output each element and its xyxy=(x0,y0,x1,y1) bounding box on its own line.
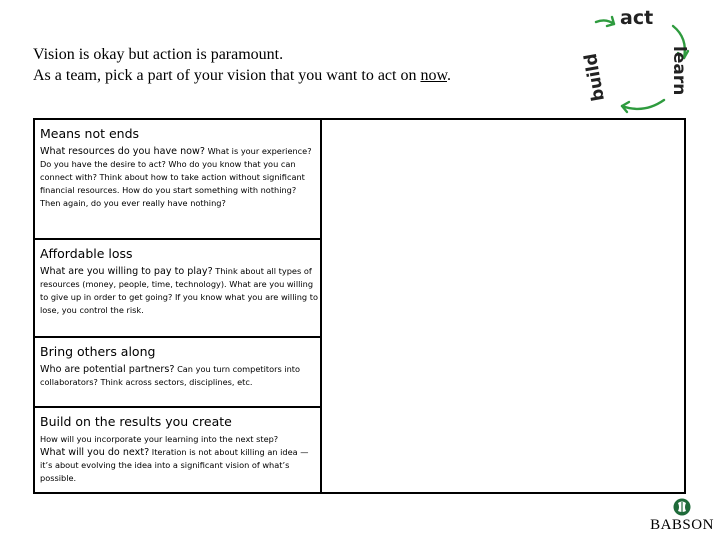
babson-logo xyxy=(645,497,719,537)
cycle-act-label: act xyxy=(620,7,654,29)
cycle-learn-label: learn xyxy=(669,46,689,96)
notes-area[interactable] xyxy=(320,118,686,494)
row-text: Think about all types of resources (money, people, time, technology). What are you willing to give up in order to get going? If you know what you are willing to lose, you control the risk. xyxy=(40,266,318,315)
row-title: Build on the results you create xyxy=(40,414,232,429)
heading-line-1: Vision is okay but action is paramount. xyxy=(33,46,284,63)
heading-line-2 xyxy=(33,65,553,86)
row-lead: What are you willing to pay to play? xyxy=(40,266,213,277)
row-text: Can you turn competitors into collaborators? Think across sectors, disciplines, etc. xyxy=(40,364,300,387)
cycle-build-label: build xyxy=(580,51,609,103)
principles-column xyxy=(33,118,320,494)
row-lead: What will you do next? xyxy=(40,447,150,458)
heading-period: . xyxy=(446,67,451,84)
principle-row-others xyxy=(33,336,322,406)
row-lead: Who are potential partners? xyxy=(40,364,175,375)
row-description xyxy=(40,265,318,317)
heading-now: now xyxy=(420,67,447,84)
principle-row-build xyxy=(33,406,322,494)
top-arrow-icon xyxy=(596,20,614,24)
row-description xyxy=(40,363,318,389)
row-text: Iteration is not about killing an idea —it’s about evolving the idea into a significant vision of what’s possible. xyxy=(40,447,309,483)
babson-wordmark: BABSON xyxy=(650,517,714,533)
babson-seal-icon xyxy=(645,497,719,517)
row-description xyxy=(40,145,318,210)
row-description xyxy=(40,433,318,485)
heading-team: As a team, xyxy=(33,67,101,84)
row-lead: What resources do you have now? xyxy=(40,146,205,157)
row-pre: How will you incorporate your learning into the next step? xyxy=(40,434,279,444)
heading-mid: pick a part of your vision that you want to act on xyxy=(100,67,421,84)
instruction-heading xyxy=(33,44,553,86)
row-title: Bring others along xyxy=(40,344,156,359)
row-text: What is your experience? Do you have the desire to act? Who do you know that you can connect with? Think about how to take action without significant financial resources. How do you start something with nothing? Then again, do you ever really have nothing? xyxy=(40,146,312,208)
principle-row-affordable-loss xyxy=(33,238,322,336)
act-learn-build-cycle-icon xyxy=(578,2,700,120)
row-title: Affordable loss xyxy=(40,246,133,261)
principle-row-means xyxy=(33,118,322,238)
row-title: Means not ends xyxy=(40,126,140,141)
